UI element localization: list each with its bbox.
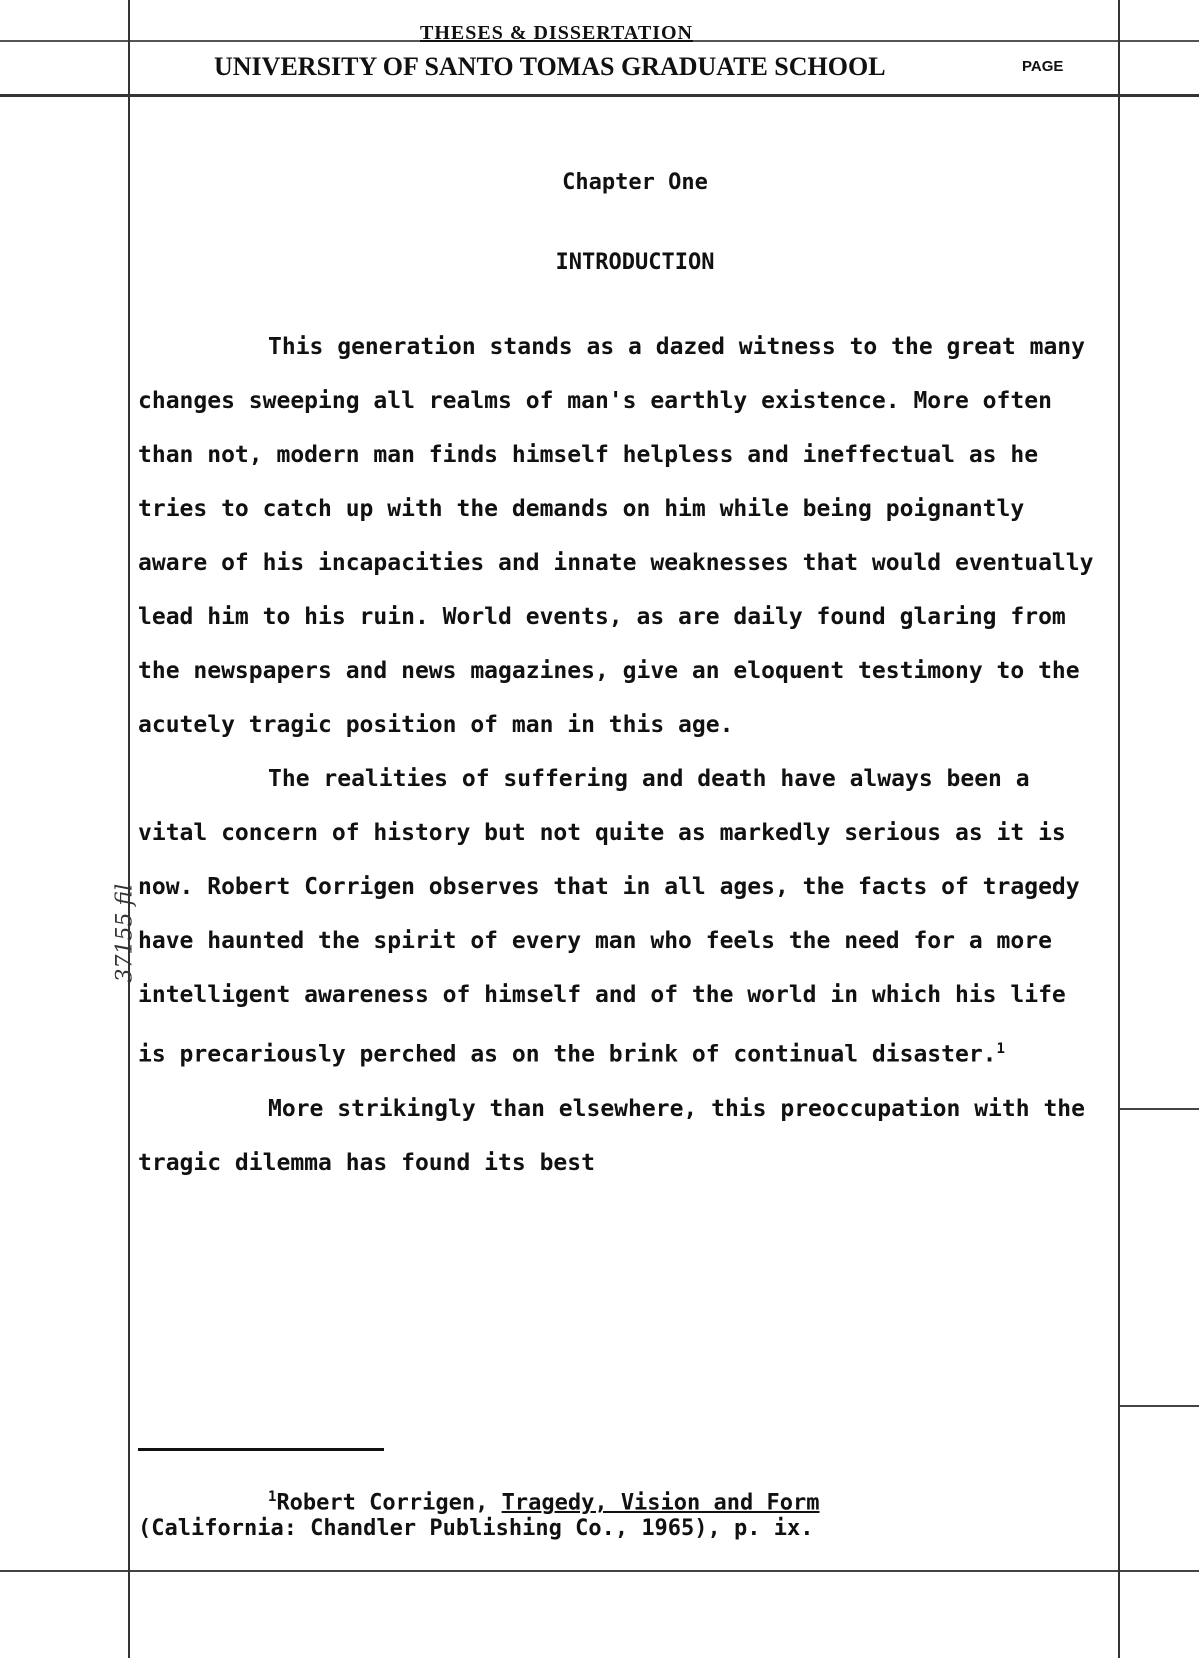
footnote-number: 1 [268,1489,277,1505]
footnote [138,1484,1098,1542]
right-edge-tick [1120,1108,1199,1110]
handwritten-margin-note: 37155 fil [112,883,138,983]
header-bottom-rule [0,94,1199,97]
university-name: UNIVERSITY OF SANTO TOMAS GRADUATE SCHOOL [214,52,886,81]
footnote-title: Tragedy, Vision and Form [501,1490,820,1516]
theses-dissertation-label: THESES & DISSERTATION [420,22,693,44]
paragraph-2-text: The realities of suffering and death have always been a vital concern of history but not quite as markedly serious as it is now. Robert Corrigen observes that in all ages, the facts of tragedy have haunted the spirit of every man who feels the need for a more intelligent awareness of himself and of the world in which his life is precariously perched as on the brink of continual disaster. [138,766,1080,1068]
footnote-line-1 [138,1484,1098,1516]
paragraph-1: This generation stands as a dazed witness to the great many changes sweeping all realms of man's earthly existence. More often than not, modern man finds himself helpless and ineffectual as he tries to catch up with the demands on him while being poignantly aware of his incapacities and innate weaknesses that would eventually lead him to his ruin. World events, as are daily found glaring from the newspapers and news magazines, give an eloquent testimony to the acutely tragic position of man in this age. [138,334,1094,738]
bottom-border-rule [0,1570,1199,1572]
paragraph-3: More strikingly than elsewhere, this preoccupation with the tragic dilemma has found its best [138,1095,1085,1176]
footnote-author: Robert Corrigen, [276,1490,489,1516]
right-margin-line [1118,0,1120,1658]
chapter-label: Chapter One [562,170,708,195]
chapter-title: INTRODUCTION [555,250,715,275]
footnote-reference: 1 [996,1041,1005,1057]
page-label: PAGE [1022,58,1064,75]
paragraph-2 [138,752,1098,1082]
body-text [138,320,1098,1190]
left-margin-line [128,0,130,1658]
footnote-separator [138,1448,384,1451]
right-edge-tick-lower [1120,1405,1199,1407]
footnote-publication: (California: Chandler Publishing Co., 1965), p. ix. [138,1516,814,1542]
